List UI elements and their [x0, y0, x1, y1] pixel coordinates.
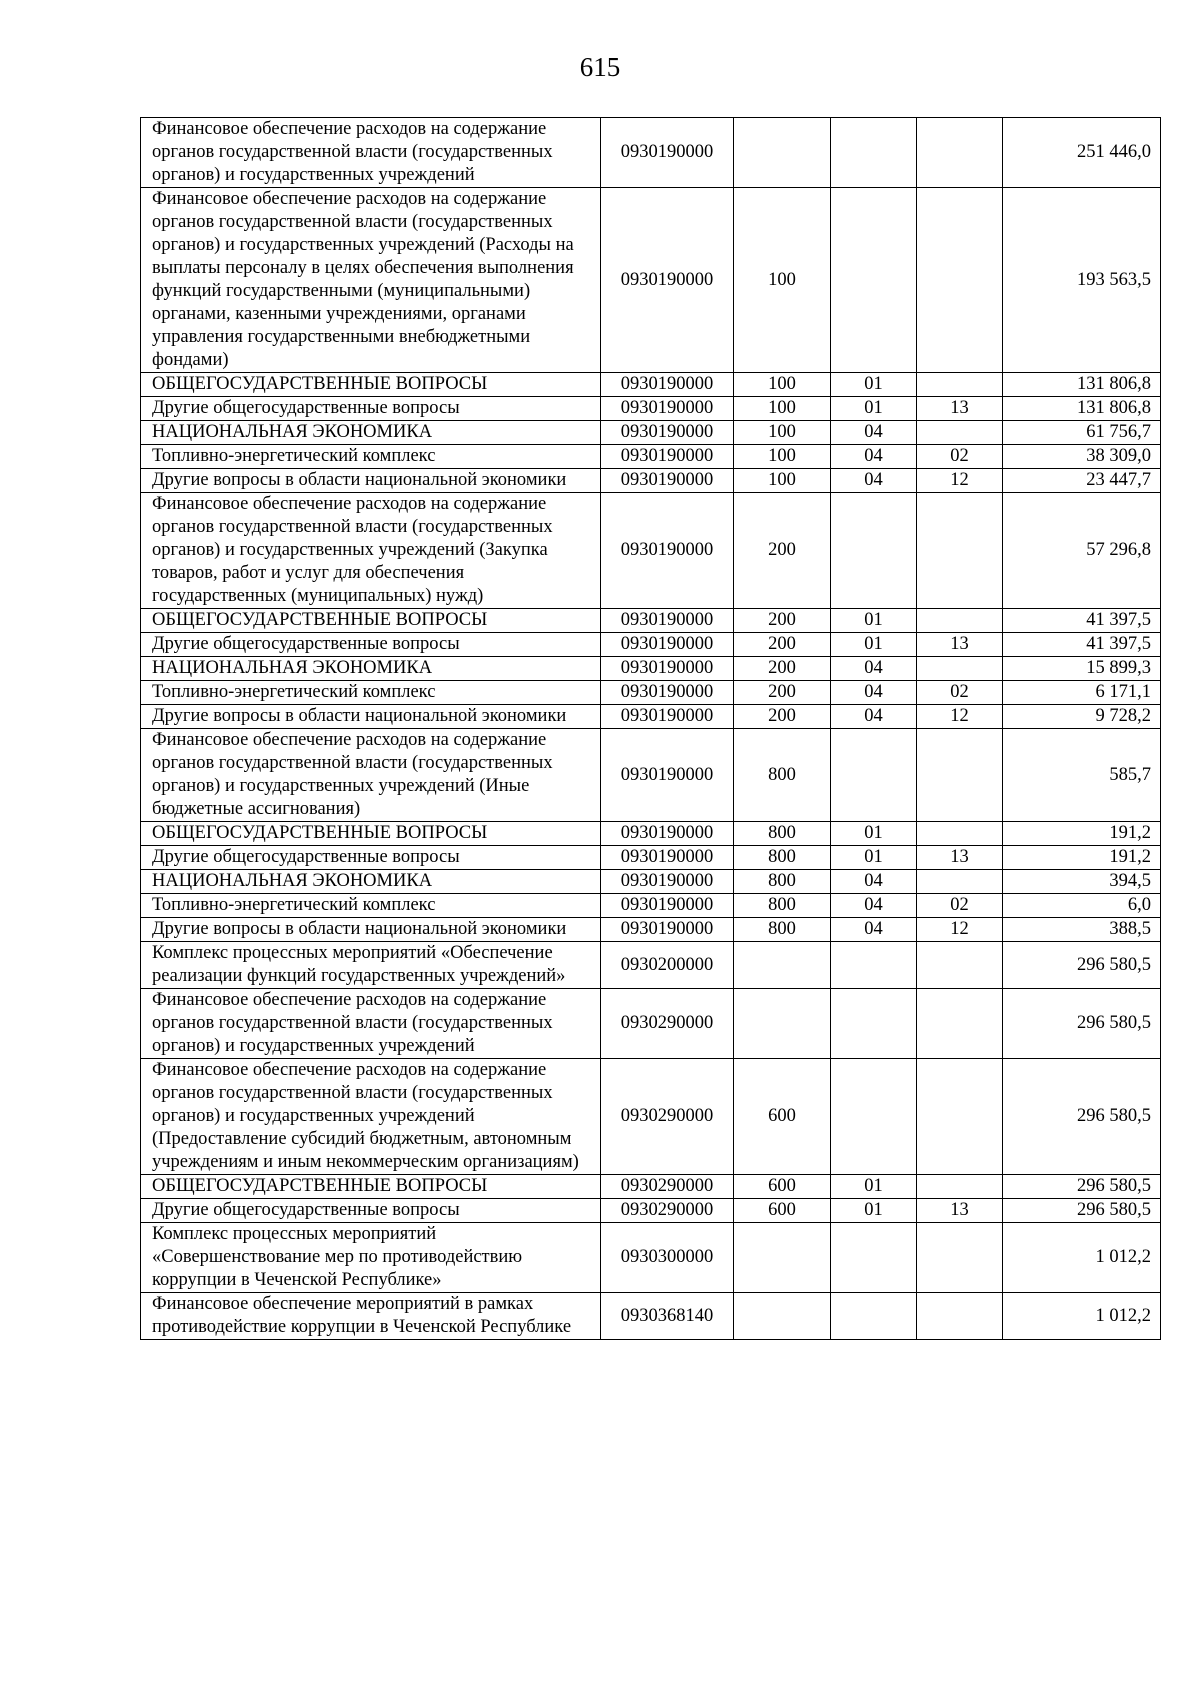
row-target-code: 0930190000	[601, 846, 734, 870]
row-subsection	[917, 188, 1003, 373]
table-row	[141, 1175, 1161, 1199]
row-target-code: 0930190000	[601, 469, 734, 493]
row-section	[831, 188, 917, 373]
row-subsection	[917, 421, 1003, 445]
row-amount: 15 899,3	[1003, 657, 1161, 681]
row-name: НАЦИОНАЛЬНАЯ ЭКОНОМИКА	[141, 870, 601, 894]
row-expense-type: 800	[734, 918, 831, 942]
row-name: Финансовое обеспечение расходов на содержание органов государственной власти (государственных органов) и государственных учреждений	[141, 989, 601, 1059]
row-name: ОБЩЕГОСУДАРСТВЕННЫЕ ВОПРОСЫ	[141, 609, 601, 633]
row-amount: 41 397,5	[1003, 609, 1161, 633]
row-expense-type: 200	[734, 493, 831, 609]
row-section	[831, 1293, 917, 1340]
row-target-code: 0930190000	[601, 894, 734, 918]
row-amount: 6 171,1	[1003, 681, 1161, 705]
row-amount: 251 446,0	[1003, 118, 1161, 188]
table-row	[141, 1199, 1161, 1223]
row-subsection: 13	[917, 397, 1003, 421]
row-amount: 296 580,5	[1003, 1175, 1161, 1199]
row-amount: 394,5	[1003, 870, 1161, 894]
row-amount: 41 397,5	[1003, 633, 1161, 657]
row-target-code: 0930368140	[601, 1293, 734, 1340]
row-section: 04	[831, 421, 917, 445]
row-expense-type	[734, 942, 831, 989]
row-name: Финансовое обеспечение расходов на содержание органов государственной власти (государственных органов) и государственных учреждений (Расходы на выплаты персоналу в целях обеспечения выполнения функций государственными (муниципальными) органами, казенными учреждениями, органами управления государственными внебюджетными фондами)	[141, 188, 601, 373]
row-expense-type: 800	[734, 894, 831, 918]
row-expense-type	[734, 118, 831, 188]
row-expense-type: 200	[734, 633, 831, 657]
row-name: Комплекс процессных мероприятий «Совершенствование мер по противодействию коррупции в Чеченской Республике»	[141, 1223, 601, 1293]
table-row	[141, 846, 1161, 870]
row-target-code: 0930190000	[601, 681, 734, 705]
row-section: 01	[831, 1175, 917, 1199]
row-section: 04	[831, 681, 917, 705]
row-name: Другие общегосударственные вопросы	[141, 397, 601, 421]
row-subsection: 13	[917, 633, 1003, 657]
row-expense-type: 600	[734, 1059, 831, 1175]
row-expense-type: 200	[734, 657, 831, 681]
row-amount: 296 580,5	[1003, 989, 1161, 1059]
row-target-code: 0930290000	[601, 1199, 734, 1223]
table-row	[141, 918, 1161, 942]
row-section: 04	[831, 705, 917, 729]
row-subsection	[917, 870, 1003, 894]
table-row	[141, 397, 1161, 421]
row-subsection	[917, 989, 1003, 1059]
row-amount: 131 806,8	[1003, 373, 1161, 397]
row-section: 04	[831, 918, 917, 942]
table-row	[141, 1293, 1161, 1340]
row-amount: 585,7	[1003, 729, 1161, 822]
row-amount: 57 296,8	[1003, 493, 1161, 609]
row-target-code: 0930190000	[601, 445, 734, 469]
row-section	[831, 493, 917, 609]
row-amount: 388,5	[1003, 918, 1161, 942]
table-row	[141, 445, 1161, 469]
row-name: Комплекс процессных мероприятий «Обеспечение реализации функций государственных учреждений»	[141, 942, 601, 989]
row-name: Финансовое обеспечение расходов на содержание органов государственной власти (государственных органов) и государственных учреждений (Предоставление субсидий бюджетным, автономным учреждениям и иным некоммерческим организациям)	[141, 1059, 601, 1175]
row-target-code: 0930190000	[601, 397, 734, 421]
budget-table	[140, 117, 1161, 1340]
row-section: 01	[831, 373, 917, 397]
row-expense-type: 100	[734, 469, 831, 493]
row-subsection: 12	[917, 469, 1003, 493]
row-name: Финансовое обеспечение расходов на содержание органов государственной власти (государственных органов) и государственных учреждений (Иные бюджетные ассигнования)	[141, 729, 601, 822]
row-amount: 1 012,2	[1003, 1223, 1161, 1293]
row-amount: 131 806,8	[1003, 397, 1161, 421]
row-target-code: 0930300000	[601, 1223, 734, 1293]
row-name: ОБЩЕГОСУДАРСТВЕННЫЕ ВОПРОСЫ	[141, 822, 601, 846]
row-expense-type: 800	[734, 729, 831, 822]
table-row	[141, 421, 1161, 445]
row-amount: 61 756,7	[1003, 421, 1161, 445]
row-subsection: 12	[917, 918, 1003, 942]
row-target-code: 0930190000	[601, 609, 734, 633]
row-name: Другие общегосударственные вопросы	[141, 633, 601, 657]
row-subsection	[917, 1223, 1003, 1293]
row-name: НАЦИОНАЛЬНАЯ ЭКОНОМИКА	[141, 421, 601, 445]
row-subsection	[917, 1293, 1003, 1340]
row-section: 01	[831, 822, 917, 846]
row-name: ОБЩЕГОСУДАРСТВЕННЫЕ ВОПРОСЫ	[141, 1175, 601, 1199]
row-expense-type: 100	[734, 445, 831, 469]
table-row	[141, 1223, 1161, 1293]
row-subsection: 12	[917, 705, 1003, 729]
row-target-code: 0930290000	[601, 1059, 734, 1175]
table-row	[141, 657, 1161, 681]
row-name: Финансовое обеспечение расходов на содержание органов государственной власти (государственных органов) и государственных учреждений	[141, 118, 601, 188]
row-target-code: 0930190000	[601, 918, 734, 942]
row-section: 04	[831, 894, 917, 918]
row-section: 01	[831, 846, 917, 870]
row-name: Другие вопросы в области национальной экономики	[141, 705, 601, 729]
row-amount: 296 580,5	[1003, 942, 1161, 989]
row-name: Другие общегосударственные вопросы	[141, 1199, 601, 1223]
row-target-code: 0930190000	[601, 493, 734, 609]
row-subsection	[917, 822, 1003, 846]
table-row	[141, 942, 1161, 989]
row-section: 04	[831, 469, 917, 493]
row-section	[831, 989, 917, 1059]
row-target-code: 0930190000	[601, 118, 734, 188]
row-section	[831, 729, 917, 822]
row-target-code: 0930190000	[601, 421, 734, 445]
row-name: Топливно-энергетический комплекс	[141, 681, 601, 705]
row-subsection: 13	[917, 846, 1003, 870]
row-amount: 9 728,2	[1003, 705, 1161, 729]
row-name: Другие вопросы в области национальной экономики	[141, 918, 601, 942]
row-expense-type: 100	[734, 188, 831, 373]
table-row	[141, 822, 1161, 846]
table-row	[141, 705, 1161, 729]
row-expense-type: 600	[734, 1199, 831, 1223]
row-target-code: 0930190000	[601, 822, 734, 846]
row-subsection	[917, 657, 1003, 681]
row-subsection: 02	[917, 681, 1003, 705]
row-section	[831, 118, 917, 188]
row-name: Топливно-энергетический комплекс	[141, 894, 601, 918]
row-subsection: 02	[917, 894, 1003, 918]
row-expense-type: 100	[734, 397, 831, 421]
row-target-code: 0930290000	[601, 989, 734, 1059]
row-expense-type: 800	[734, 822, 831, 846]
row-target-code: 0930190000	[601, 729, 734, 822]
table-row	[141, 989, 1161, 1059]
row-name: ОБЩЕГОСУДАРСТВЕННЫЕ ВОПРОСЫ	[141, 373, 601, 397]
table-row	[141, 118, 1161, 188]
row-section	[831, 1059, 917, 1175]
row-subsection	[917, 373, 1003, 397]
table-row	[141, 188, 1161, 373]
table-row	[141, 1059, 1161, 1175]
row-target-code: 0930190000	[601, 373, 734, 397]
row-subsection	[917, 1059, 1003, 1175]
row-amount: 23 447,7	[1003, 469, 1161, 493]
table-row	[141, 469, 1161, 493]
table-row	[141, 373, 1161, 397]
row-subsection	[917, 729, 1003, 822]
row-section: 01	[831, 1199, 917, 1223]
row-target-code: 0930190000	[601, 657, 734, 681]
table-row	[141, 729, 1161, 822]
row-amount: 1 012,2	[1003, 1293, 1161, 1340]
row-name: Финансовое обеспечение расходов на содержание органов государственной власти (государственных органов) и государственных учреждений (Закупка товаров, работ и услуг для обеспечения государственных (муниципальных) нужд)	[141, 493, 601, 609]
row-section: 04	[831, 870, 917, 894]
row-expense-type	[734, 1293, 831, 1340]
row-section	[831, 1223, 917, 1293]
row-section: 04	[831, 445, 917, 469]
row-target-code: 0930190000	[601, 870, 734, 894]
row-amount: 38 309,0	[1003, 445, 1161, 469]
row-target-code: 0930200000	[601, 942, 734, 989]
row-amount: 296 580,5	[1003, 1059, 1161, 1175]
row-target-code: 0930190000	[601, 705, 734, 729]
table-row	[141, 894, 1161, 918]
row-subsection	[917, 493, 1003, 609]
row-target-code: 0930190000	[601, 188, 734, 373]
row-subsection	[917, 1175, 1003, 1199]
row-subsection	[917, 942, 1003, 989]
row-name: НАЦИОНАЛЬНАЯ ЭКОНОМИКА	[141, 657, 601, 681]
table-row	[141, 633, 1161, 657]
row-amount: 193 563,5	[1003, 188, 1161, 373]
row-subsection: 02	[917, 445, 1003, 469]
table-row	[141, 681, 1161, 705]
row-name: Другие вопросы в области национальной экономики	[141, 469, 601, 493]
row-expense-type	[734, 1223, 831, 1293]
row-subsection: 13	[917, 1199, 1003, 1223]
row-subsection	[917, 118, 1003, 188]
row-expense-type	[734, 989, 831, 1059]
table-row	[141, 870, 1161, 894]
row-section: 04	[831, 657, 917, 681]
row-amount: 191,2	[1003, 846, 1161, 870]
row-expense-type: 200	[734, 609, 831, 633]
page-number: 615	[579, 52, 621, 82]
row-target-code: 0930190000	[601, 633, 734, 657]
row-expense-type: 800	[734, 846, 831, 870]
row-amount: 296 580,5	[1003, 1199, 1161, 1223]
row-target-code: 0930290000	[601, 1175, 734, 1199]
row-expense-type: 600	[734, 1175, 831, 1199]
row-expense-type: 100	[734, 421, 831, 445]
row-name: Финансовое обеспечение мероприятий в рамках противодействие коррупции в Чеченской Республике	[141, 1293, 601, 1340]
row-subsection	[917, 609, 1003, 633]
row-amount: 6,0	[1003, 894, 1161, 918]
table-row	[141, 609, 1161, 633]
row-section: 01	[831, 633, 917, 657]
row-expense-type: 800	[734, 870, 831, 894]
row-name: Топливно-энергетический комплекс	[141, 445, 601, 469]
row-section: 01	[831, 609, 917, 633]
row-name: Другие общегосударственные вопросы	[141, 846, 601, 870]
row-expense-type: 100	[734, 373, 831, 397]
row-section: 01	[831, 397, 917, 421]
row-expense-type: 200	[734, 681, 831, 705]
table-row	[141, 493, 1161, 609]
row-section	[831, 942, 917, 989]
row-expense-type: 200	[734, 705, 831, 729]
row-amount: 191,2	[1003, 822, 1161, 846]
